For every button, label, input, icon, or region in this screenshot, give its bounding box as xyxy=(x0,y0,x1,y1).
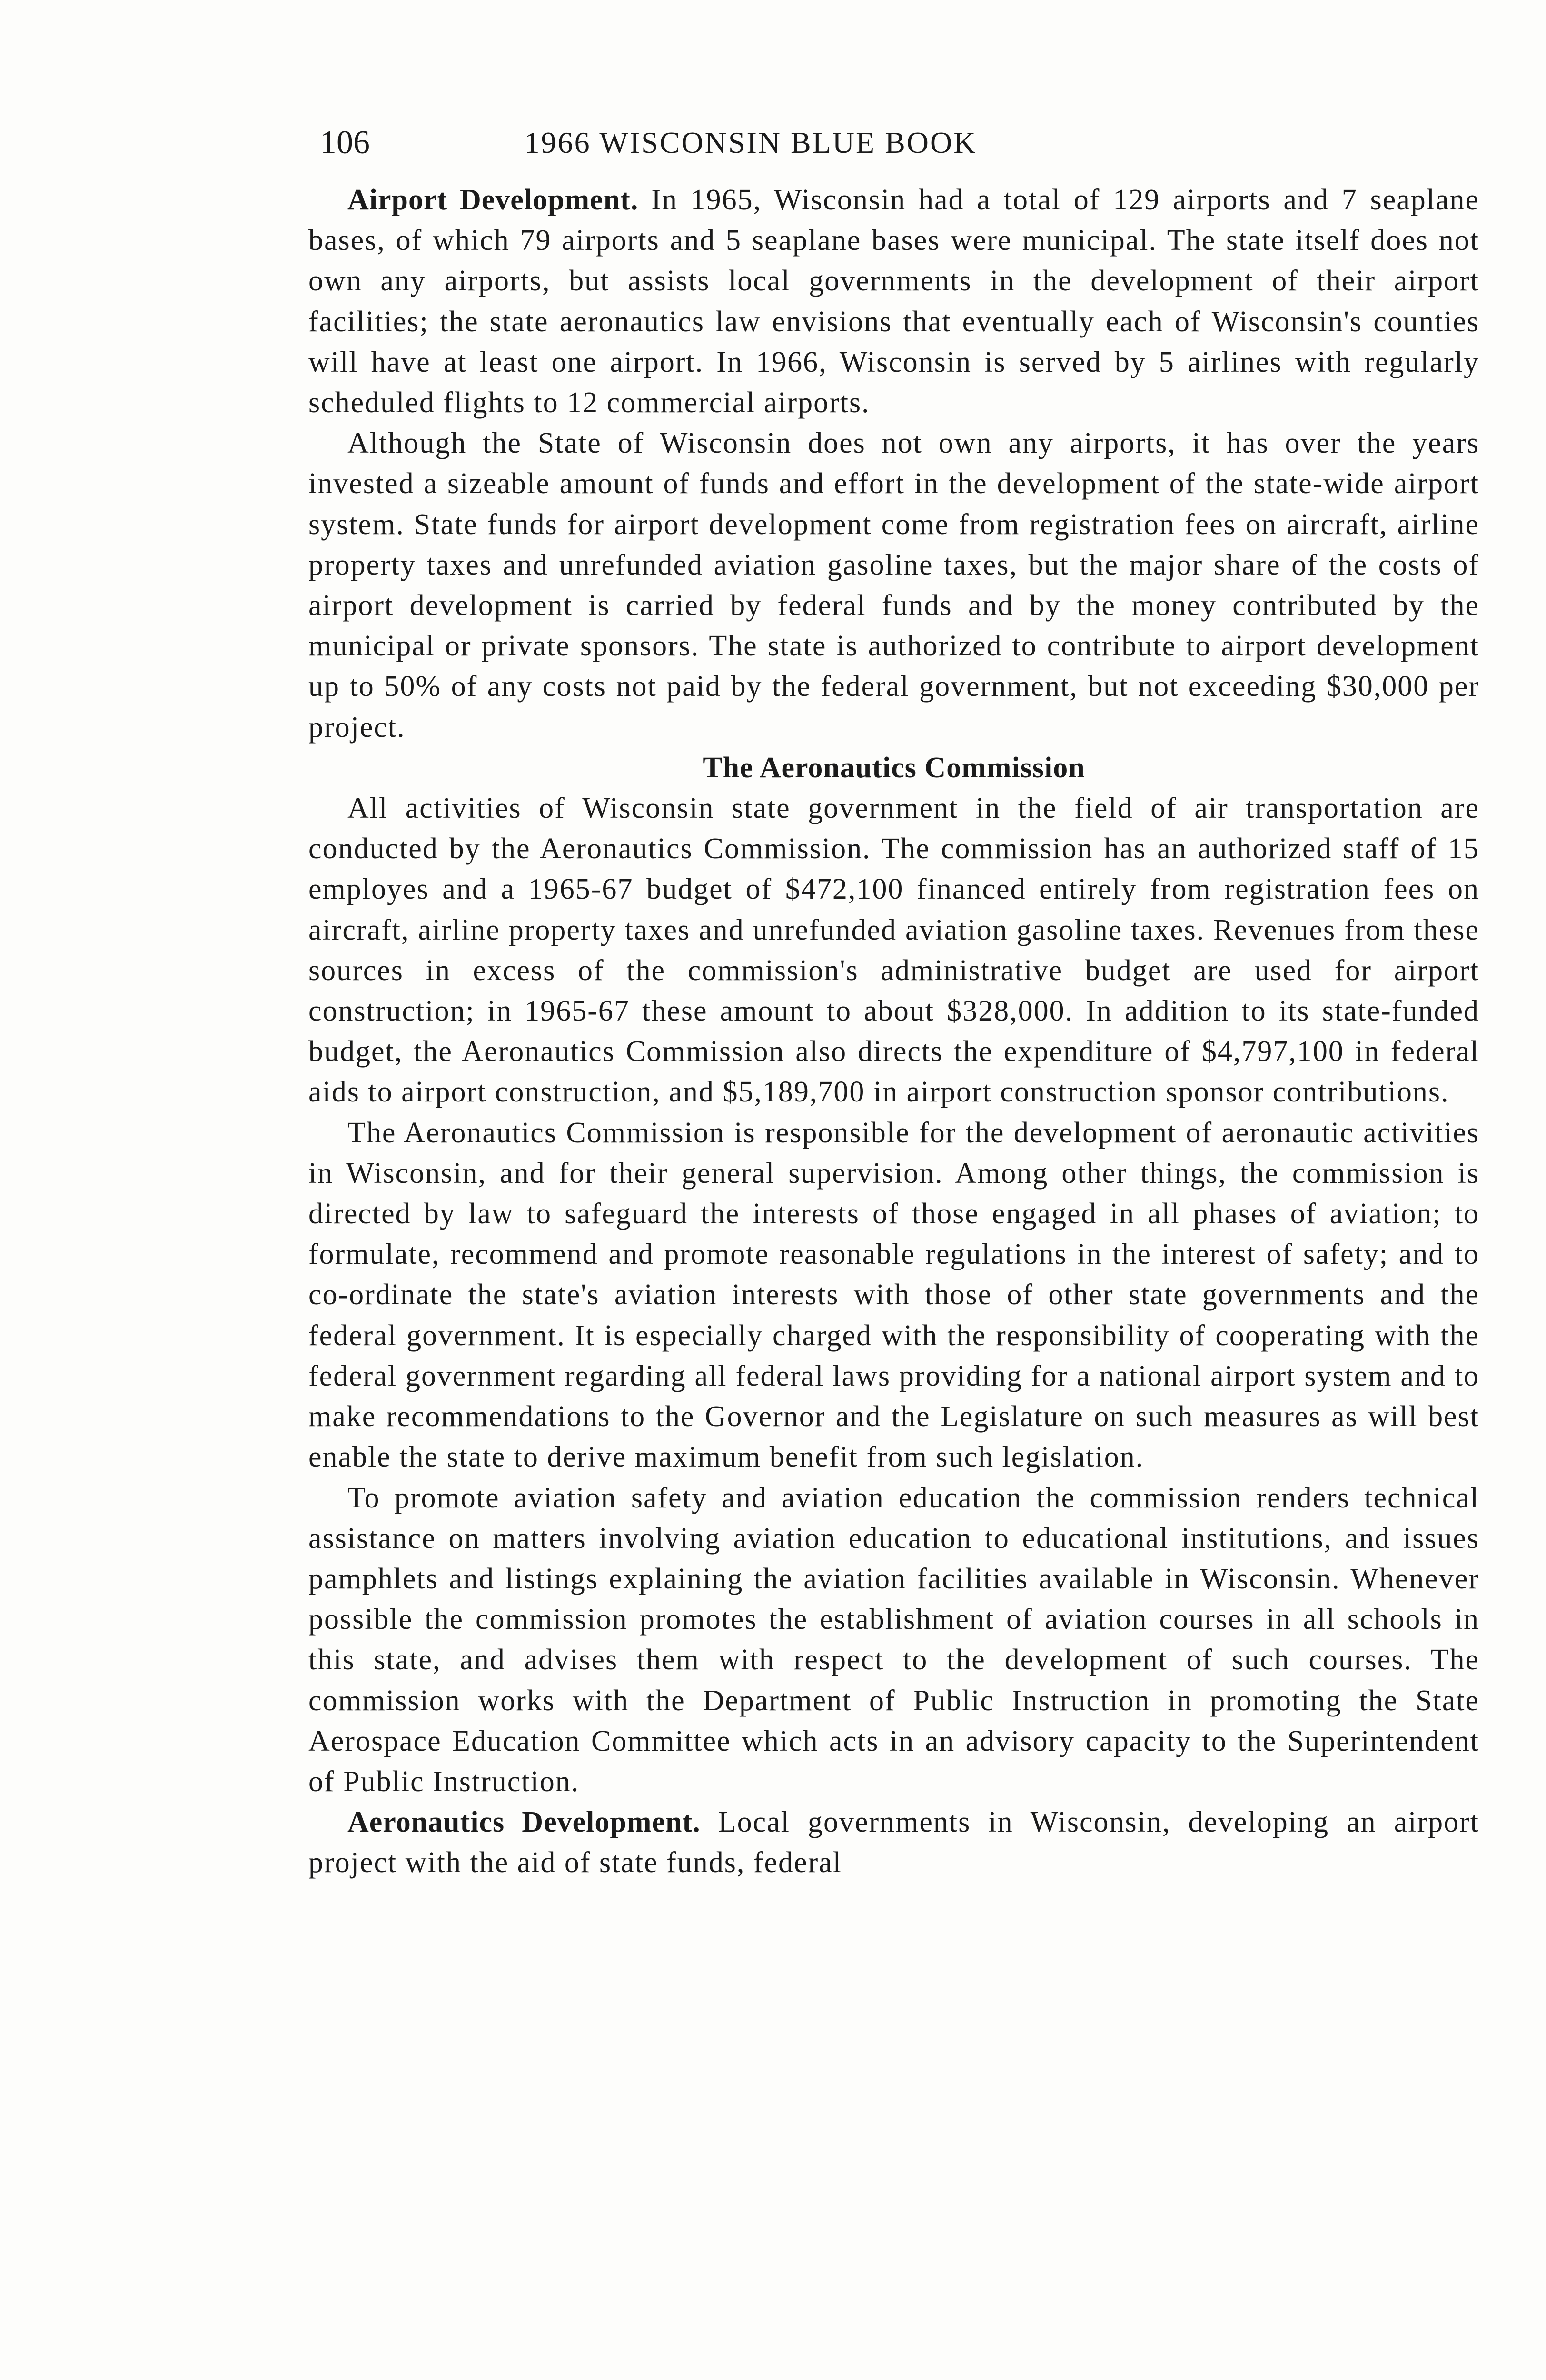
run-in-heading-aeronautics-development: Aeronautics Development. xyxy=(347,1806,701,1839)
section-heading-aeronautics-commission: The Aeronautics Commission xyxy=(703,751,1085,784)
body-text xyxy=(308,180,1479,1884)
paragraph-commission-duties: The Aeronautics Commission is responsible for the development of aeronautic activities in Wisconsin, and for their general supervision. Among other things, the commission is directed by law to safeguard the interests of those engaged in all phases of aviation; to formulate, recommend and promote reasonable regulations in the interest of safety; and to co-ordinate the state's aviation interests with those of other state governments and the federal government. It is especially charged with the responsibility of cooperating with the federal government regarding all federal laws providing for a national airport system and to make recommendations to the Governor and the Legislature on such measures as will best enable the state to derive maximum benefit from such legislation. xyxy=(308,1116,1479,1474)
page-number: 106 xyxy=(320,124,370,161)
page-header xyxy=(320,119,1181,167)
paragraph-airport-development xyxy=(308,180,1479,423)
running-head: 1966 WISCONSIN BLUE BOOK xyxy=(524,126,977,159)
paragraph-aviation-education: To promote aviation safety and aviation education the commission renders technical assistance on matters involving aviation education to educational institutions, and issues pamphlets and listings explaining the aviation facilities available in Wisconsin. Whenever possible the commission promotes the establishment of aviation courses in all schools in this state, and advises them with respect to the development of such courses. The commission works with the Department of Public Instruction in promoting the State Aerospace Education Committee which acts in an advisory capacity to the Superintendent of Public Instruction. xyxy=(308,1481,1479,1798)
paragraph-text: Local governments in Wisconsin, developing an airport project with the aid of state funds, federal xyxy=(308,1806,1479,1879)
paragraph-commission-budget: All activities of Wisconsin state government in the field of air transportation are conducted by the Aeronautics Commission. The commission has an authorized staff of 15 employes and a 1965-67 budget of $472,100 financed entirely from registration fees on aircraft, airline property taxes and unrefunded aviation gasoline taxes. Revenues from these sources in excess of the commission's administrative budget are used for airport construction; in 1965-67 these amount to about $328,000. In addition to its state-funded budget, the Aeronautics Commission also directs the expenditure of $4,797,100 in federal aids to airport construction, and $5,189,700 in airport construction sponsor contributions. xyxy=(308,792,1479,1109)
paragraph-aeronautics-development xyxy=(308,1802,1479,1883)
run-in-heading-airport-development: Airport Development. xyxy=(347,184,639,216)
paragraph-state-funds: Although the State of Wisconsin does not own any airports, it has over the years invested a sizeable amount of funds and effort in the development of the state-wide airport system. State funds for airport development come from registration fees on aircraft, airline property taxes and unrefunded aviation gasoline taxes, but the major share of the costs of airport development is carried by federal funds and by the money contributed by the municipal or private sponsors. The state is authorized to contribute to airport development up to 50% of any costs not paid by the federal government, but not exceeding $30,000 per project. xyxy=(308,427,1479,744)
paragraph-text: In 1965, Wisconsin had a total of 129 airports and 7 seaplane bases, of which 79 airports and 5 seaplane bases were municipal. The state itself does not own any airports, but assists local governments in the development of their airport facilities; the state aeronautics law envisions that eventually each of Wisconsin's counties will have at least one airport. In 1966, Wisconsin is served by 5 airlines with regularly scheduled flights to 12 commercial airports. xyxy=(308,184,1479,419)
